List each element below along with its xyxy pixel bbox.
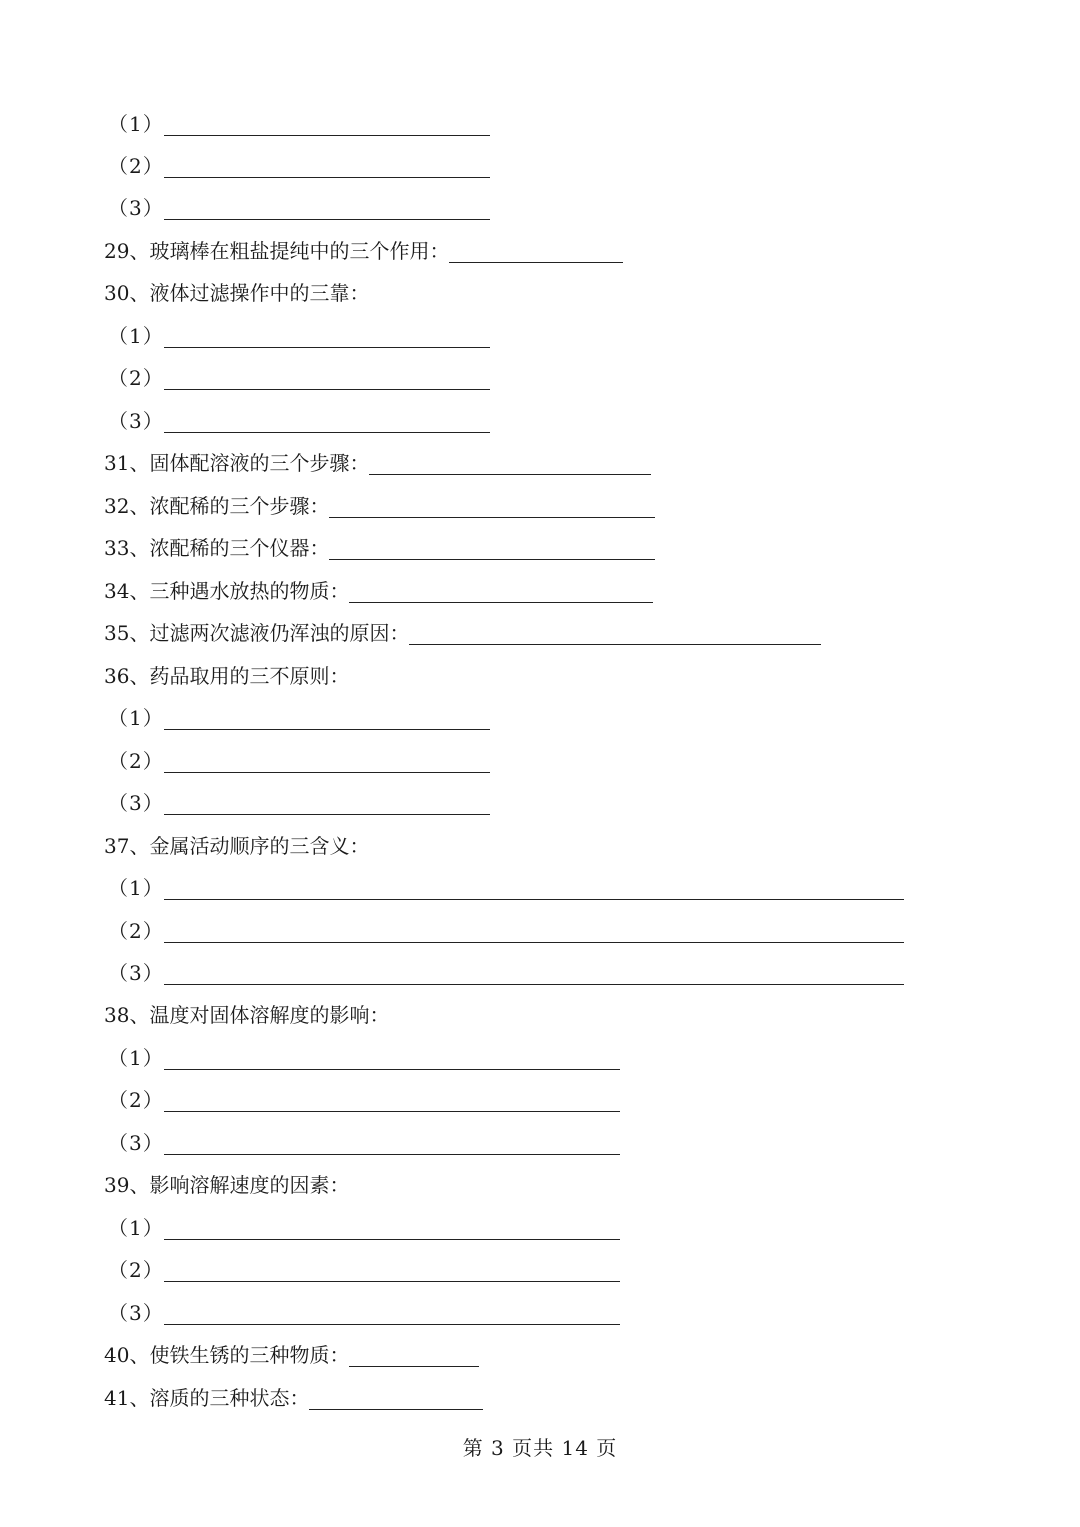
answer-line [108,1289,620,1331]
question-36 [104,652,349,694]
answer-line [108,397,490,439]
line-label: （3） [108,1301,164,1325]
line-label: （3） [108,791,164,815]
question-35 [104,609,821,651]
answer-blank[interactable] [164,1215,620,1240]
answer-blank[interactable] [164,1300,620,1325]
answer-line [108,1246,620,1288]
answer-blank[interactable] [164,1257,620,1282]
answer-blank[interactable] [309,1385,483,1410]
answer-blank[interactable] [449,238,623,263]
answer-blank[interactable] [164,1087,620,1112]
answer-blank[interactable] [164,111,490,136]
question-text: 38、温度对固体溶解度的影响： [104,1003,390,1027]
question-text: 35、过滤两次滤液仍浑浊的原因： [104,621,410,645]
question-38 [104,991,389,1033]
line-label: （3） [108,409,164,433]
answer-line [108,354,490,396]
question-text: 39、影响溶解速度的因素： [104,1173,350,1197]
answer-line [108,142,490,184]
answer-blank[interactable] [164,408,490,433]
line-label: （2） [108,154,164,178]
line-label: （2） [108,1258,164,1282]
answer-line [108,100,490,142]
answer-blank[interactable] [164,918,904,943]
answer-blank[interactable] [349,1342,479,1367]
answer-line [108,1119,620,1161]
answer-line [108,1076,620,1118]
question-32 [104,482,655,524]
question-34 [104,567,653,609]
answer-blank[interactable] [164,960,904,985]
question-text: 41、溶质的三种状态： [104,1386,310,1410]
question-33 [104,524,655,566]
answer-blank[interactable] [349,578,653,603]
line-label: （2） [108,366,164,390]
question-text: 31、固体配溶液的三个步骤： [104,451,370,475]
question-39 [104,1161,349,1203]
answer-line [108,184,490,226]
question-text: 30、液体过滤操作中的三靠： [104,281,370,305]
question-text: 32、浓配稀的三个步骤： [104,494,330,518]
answer-line [108,1204,620,1246]
answer-blank[interactable] [164,705,490,730]
line-label: （1） [108,876,164,900]
question-40 [104,1331,479,1373]
question-text: 40、使铁生锈的三种物质： [104,1343,350,1367]
line-label: （2） [108,1088,164,1112]
line-label: （1） [108,706,164,730]
question-41 [104,1374,483,1416]
question-37 [104,822,369,864]
answer-line [108,694,490,736]
answer-line [108,312,490,354]
answer-blank[interactable] [164,195,490,220]
answer-line [108,1034,620,1076]
line-label: （3） [108,961,164,985]
line-label: （1） [108,112,164,136]
question-text: 29、玻璃棒在粗盐提纯中的三个作用： [104,239,450,263]
question-30 [104,269,369,311]
answer-blank[interactable] [164,1130,620,1155]
line-label: （1） [108,324,164,348]
page-number-footer: 第 3 页共 14 页 [462,1436,618,1460]
line-label: （2） [108,749,164,773]
answer-blank[interactable] [164,365,490,390]
answer-blank[interactable] [329,535,655,560]
answer-line [108,907,904,949]
question-text: 34、三种遇水放热的物质： [104,579,350,603]
answer-blank[interactable] [329,493,655,518]
answer-line [108,949,904,991]
answer-line [108,864,904,906]
line-label: （2） [108,919,164,943]
line-label: （3） [108,1131,164,1155]
question-text: 33、浓配稀的三个仪器： [104,536,330,560]
line-label: （3） [108,196,164,220]
answer-line [108,737,490,779]
question-text: 37、金属活动顺序的三含义： [104,834,370,858]
answer-blank[interactable] [164,323,490,348]
question-29 [104,227,623,269]
answer-line [108,779,490,821]
question-31 [104,439,651,481]
answer-blank[interactable] [369,450,651,475]
line-label: （1） [108,1046,164,1070]
line-label: （1） [108,1216,164,1240]
answer-blank[interactable] [409,620,821,645]
answer-blank[interactable] [164,748,490,773]
answer-blank[interactable] [164,875,904,900]
answer-blank[interactable] [164,1045,620,1070]
answer-blank[interactable] [164,153,490,178]
answer-blank[interactable] [164,790,490,815]
question-text: 36、药品取用的三不原则： [104,664,350,688]
